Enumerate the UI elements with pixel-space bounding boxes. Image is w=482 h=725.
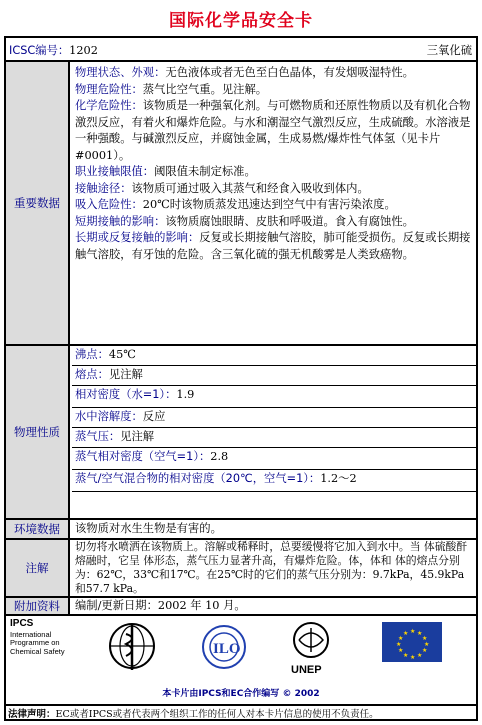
physical-properties-label: 物理性质 [6, 346, 70, 518]
icsc-label: ICSC编号： [9, 44, 70, 57]
environment-label: 环境数据 [6, 520, 70, 538]
chemical-safety-card [4, 36, 478, 721]
card-title: 国际化学品安全卡 [169, 11, 313, 31]
environment-section [6, 520, 476, 540]
additional-info-label: 附加资料 [6, 598, 70, 614]
icsc-value: 1202 [69, 44, 98, 57]
svg-text:★: ★ [417, 630, 423, 637]
credit-line: 本卡片由IPCS和EC合作编写 © 2002 [162, 689, 320, 699]
svg-text:★: ★ [410, 628, 416, 635]
item-inhalation-hazard: 吸入危险性：20℃时该物质蒸发迅速达到空气中有害污染浓度。 [75, 198, 396, 211]
svg-text:★: ★ [403, 630, 409, 637]
notes-label: 注解 [6, 540, 70, 596]
physical-properties-section [6, 346, 476, 520]
svg-text:★: ★ [398, 647, 404, 654]
item-exposure-route: 接触途径：该物质可通过吸入其蒸气和经食入吸收到体内。 [75, 181, 369, 195]
chemical-name: 三氧化硫 [426, 44, 472, 57]
important-data-content [72, 62, 476, 344]
svg-text:★: ★ [417, 652, 423, 659]
who-logo-icon [106, 620, 158, 672]
unep-logo-icon [288, 620, 334, 664]
important-data-label: 重要数据 [6, 62, 70, 344]
environment-text: 该物质对水生生物是有害的。 [75, 522, 222, 535]
prop-vapour-pressure: 蒸气压：见注解 [72, 428, 476, 448]
prop-boiling-point: 沸点：45℃ [72, 346, 476, 366]
important-data-section [6, 62, 476, 346]
header-row [6, 38, 476, 62]
legal-statement: 法律声明：EC或者IPCS或者代表两个组织工作的任何人对本卡片信息的使用不负责任。 [8, 709, 379, 720]
svg-text:★: ★ [396, 641, 402, 648]
item-physical-state: 物理状态、外观：无色液体或者无色至白色晶体，有发烟吸湿特性。 [75, 66, 414, 79]
ilo-logo-icon [196, 622, 252, 672]
eu-flag-icon [382, 622, 442, 662]
svg-text:★: ★ [410, 654, 416, 661]
svg-text:ILO: ILO [213, 641, 241, 657]
prop-vapour-density: 蒸气相对密度（空气=1）：2.8 [72, 448, 476, 470]
prop-water-solubility: 水中溶解度：反应 [72, 408, 476, 428]
svg-text:★: ★ [422, 635, 428, 642]
svg-text:★: ★ [422, 647, 428, 654]
svg-text:★: ★ [424, 641, 430, 648]
prop-relative-density: 相对密度（水=1）：1.9 [72, 386, 476, 408]
item-short-term-effects: 短期接触的影响：该物质腐蚀眼睛、皮肤和呼吸道。食入有腐蚀性。 [75, 214, 414, 228]
physical-properties-content [72, 346, 476, 518]
svg-text:★: ★ [398, 635, 404, 642]
notes-section [6, 540, 476, 598]
icsc-number [9, 42, 98, 58]
svg-text:★: ★ [403, 652, 409, 659]
ipcs-logo-text: IPCS International Programme on Chemical Safety [10, 618, 65, 656]
prop-mixture-density: 蒸气/空气混合物的相对密度（20℃，空气=1）：1.2～2 [72, 470, 476, 492]
additional-info-section [6, 598, 476, 616]
logos-row [6, 616, 476, 706]
prop-melting-point: 熔点：见注解 [72, 366, 476, 386]
unep-text: UNEP [291, 664, 322, 676]
item-long-term-effects: 长期或反复接触的影响：反复或长期接触气溶胶，肺可能受损伤。反复或长期接触气溶胶，有牙蚀的危险。含三氧化硫的强无机酸雾是人类致癌物。 [75, 231, 471, 261]
additional-info-text: 编制/更新日期：2002 年 10 月。 [75, 599, 246, 612]
item-exposure-limit: 职业接触限值：阈限值未制定标准。 [75, 165, 256, 178]
notes-text: 切勿将水喷洒在该物质上。溶解或稀释时，总要缓慢将它加入到水中。当 体硫酸酐熔融时，它呈 体形态，蒸气压力显著升高，有爆炸危险。体，体和 体的熔点分别为：62℃，33℃和17℃。在25℃时的它们的蒸气压分别为：9.7kPa，45.9kPa和57.7 kPa。 [75, 540, 468, 595]
item-physical-hazard: 物理危险性：蒸气比空气重。见注解。 [75, 82, 268, 96]
item-chemical-hazard: 化学危险性：该物质是一种强氧化剂。与可燃物质和还原性物质以及有机化合物激烈反应，有着火和爆炸危险。与水和潮湿空气激烈反应，生成硫酸。水溶液是一种强酸。与碱激烈反应，并腐蚀金属，生成易燃/爆炸性气体氢（见卡片#0001）。 [75, 99, 471, 162]
